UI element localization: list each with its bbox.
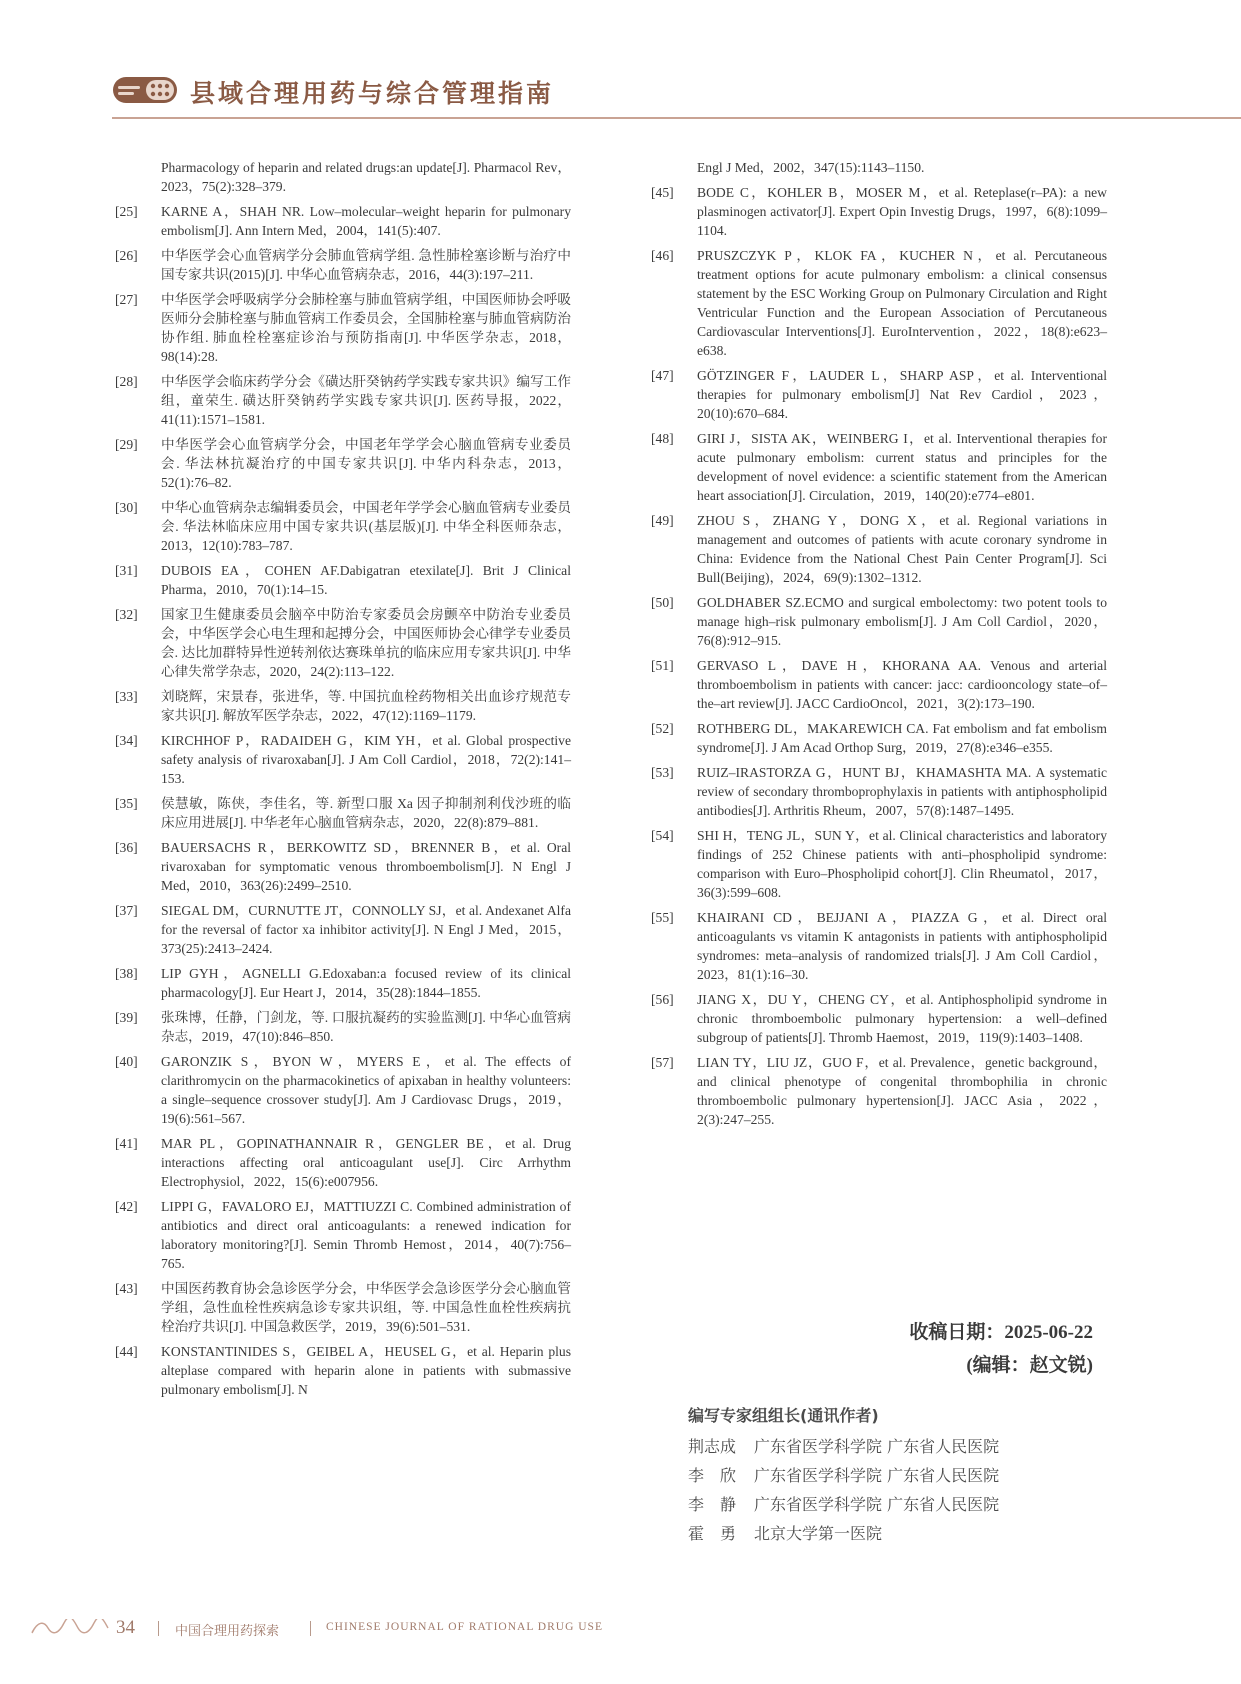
reference-text: RUIZ–IRASTORZA G，HUNT BJ，KHAMASHTA MA. A systematic review of secondary thromboprophylaxis in patients with antiphospholipid antibodies[J]. Arthritis Rheum，2007，57(8):1487–1495. [697, 765, 1107, 818]
expert-group-heading: 编写专家组组长(通讯作者) [688, 1406, 879, 1425]
expert-name: 霍 勇 [688, 1524, 737, 1543]
expert-affiliation: 广东省医学科学院 广东省人民医院 [754, 1466, 1000, 1485]
reference-item [651, 763, 1107, 820]
reference-number: [44] [115, 1344, 138, 1359]
reference-number: [40] [115, 1054, 138, 1069]
reference-text: Pharmacology of heparin and related drugs:an update[J]. Pharmacol Rev，2023，75(2):328–379. [161, 160, 571, 194]
reference-number: [35] [115, 796, 138, 811]
reference-number: [38] [115, 966, 138, 981]
expert-name: 李 静 [688, 1495, 737, 1514]
reference-text: KHAIRANI CD，BEJJANI A，PIAZZA G，et al. Direct oral anticoagulants vs vitamin K antagonists in patients with antiphospholipid syndromes: meta–analysis of randomized trials[J]. J Am Coll Cardiol，2023，81(1):16–30. [697, 910, 1107, 982]
reference-number: [48] [651, 431, 674, 446]
expert-affiliation: 广东省医学科学院 广东省人民医院 [754, 1437, 1000, 1456]
reference-number: [26] [115, 248, 138, 263]
references-left-column [115, 158, 571, 1405]
reference-item [651, 593, 1107, 650]
footer-divider [310, 1621, 311, 1636]
reference-number: [42] [115, 1199, 138, 1214]
reference-text: GARONZIK S，BYON W，MYERS E，et al. The effects of clarithromycin on the pharmacokinetics of apixaban in healthy volunteers: a single–sequence crossover study[J]. Am J Cardiovasc Drugs，2019，19(6):561–567. [161, 1054, 571, 1126]
reference-number: [30] [115, 500, 138, 515]
reference-text: LIP GYH，AGNELLI G.Edoxaban:a focused review of its clinical pharmacology[J]. Eur Heart J，2014，35(28):1844–1855. [161, 966, 571, 1000]
expert-name: 李 欣 [688, 1466, 737, 1485]
reference-number: [36] [115, 840, 138, 855]
reference-item [651, 429, 1107, 505]
reference-number: [56] [651, 992, 674, 1007]
reference-text: ZHOU S，ZHANG Y，DONG X，et al. Regional variations in management and outcomes of patients with acute coronary syndrome in China: Evidence from the National Chest Pain Center Program[J]. Sci Bull(Beijing)，2024，69(9):1302–1312. [697, 513, 1107, 585]
reference-text: KONSTANTINIDES S，GEIBEL A，HEUSEL G，et al. Heparin plus alteplase compared with heparin alone in patients with submassive pulmonary embolism[J]. N [161, 1344, 571, 1397]
header-divider [112, 117, 1241, 119]
reference-number: [53] [651, 765, 674, 780]
expert-affiliation: 广东省医学科学院 广东省人民医院 [754, 1495, 1000, 1514]
reference-text: MAR PL，GOPINATHANNAIR R，GENGLER BE，et al. Drug interactions affecting oral anticoagulant use[J]. Circ Arrhythm Electrophysiol，2022，15(6):e007956. [161, 1136, 571, 1189]
reference-number: [47] [651, 368, 674, 383]
reference-text: KIRCHHOF P，RADAIDEH G，KIM YH，et al. Global prospective safety analysis of rivaroxaban[J]. J Am Coll Cardiol，2018，72(2):141–153. [161, 733, 571, 786]
reference-number: [55] [651, 910, 674, 925]
reference-item [115, 246, 571, 284]
reference-item [115, 372, 571, 429]
reference-number: [51] [651, 658, 674, 673]
wave-ornament-icon [30, 1619, 110, 1637]
expert-member [688, 1434, 999, 1457]
reference-item [115, 1197, 571, 1273]
reference-item [115, 838, 571, 895]
reference-text: LIAN TY，LIU JZ，GUO F，et al. Prevalence，genetic background，and clinical phenotype of congenital thrombophilia in chronic thromboembolic pulmonary hypertension[J]. JACC Asia，2022，2(3):247–255. [697, 1055, 1107, 1127]
reference-text: 中国医药教育协会急诊医学分会，中华医学会急诊医学分会心脑血管学组，急性血栓性疾病急诊专家共识组，等. 中国急性血栓性疾病抗栓治疗共识[J]. 中国急救医学，2019，39(6):501–531. [161, 1281, 571, 1334]
reference-text: 侯慧敏，陈侠，李佳名，等. 新型口服 Xa 因子抑制剂利伐沙班的临床应用进展[J]. 中华老年心脑血管病杂志，2020，22(8):879–881. [161, 796, 571, 830]
reference-item [115, 158, 571, 196]
header-title: 县域合理用药与综合管理指南 [190, 81, 555, 108]
reference-number: [39] [115, 1010, 138, 1025]
reference-item [651, 366, 1107, 423]
reference-number: [49] [651, 513, 674, 528]
reference-text: Engl J Med，2002，347(15):1143–1150. [697, 160, 925, 175]
expert-member [688, 1463, 999, 1486]
reference-number: [25] [115, 204, 138, 219]
reference-text: 国家卫生健康委员会脑卒中防治专家委员会房颤卒中防治专业委员会，中华医学会心电生理和起搏分会，中国医师协会心律学专业委员会. 达比加群特异性逆转剂依达赛珠单抗的临床应用专家共识[J]. 中华心律失常学杂志，2020，24(2):113–122. [161, 607, 571, 679]
reference-text: GÖTZINGER F，LAUDER L，SHARP ASP，et al. Interventional therapies for pulmonary embolism[J] Nat Rev Cardiol，2023，20(10):670–684. [697, 368, 1107, 421]
reference-item [115, 964, 571, 1002]
reference-number: [45] [651, 185, 674, 200]
journal-name-en: CHINESE JOURNAL OF RATIONAL DRUG USE [326, 1621, 603, 1633]
reference-number: [43] [115, 1281, 138, 1296]
page-header [112, 68, 1241, 118]
reference-text: BAUERSACHS R，BERKOWITZ SD，BRENNER B，et al. Oral rivaroxaban for symptomatic venous thromboembolism[J]. N Engl J Med，2010，363(26):2499–2510. [161, 840, 571, 893]
footer-divider [158, 1621, 159, 1636]
reference-text: 中华心血管病杂志编辑委员会，中国老年学学会心脑血管病专业委员会. 华法林临床应用中国专家共识(基层版)[J]. 中华全科医师杂志，2013，12(10):783–787. [161, 500, 571, 553]
reference-item [115, 1008, 571, 1046]
reference-text: DUBOIS EA，COHEN AF.Dabigatran etexilate[J]. Brit J Clinical Pharma，2010，70(1):14–15. [161, 563, 571, 597]
reference-item [115, 290, 571, 366]
journal-logo-icon [112, 74, 178, 106]
expert-affiliation: 北京大学第一医院 [754, 1524, 883, 1543]
reference-item [651, 1053, 1107, 1129]
reference-item [115, 687, 571, 725]
reference-item [115, 1052, 571, 1128]
expert-member [688, 1492, 999, 1515]
reference-item [115, 202, 571, 240]
reference-item [115, 1279, 571, 1336]
reference-text: PRUSZCZYK P，KLOK FA，KUCHER N，et al. Percutaneous treatment options for acute pulmonary embolism: a clinical consensus statement by the ESC Working Group on Pulmonary Circulation and Right Ventricular Function and the European Association of Percutaneous Cardiovascular Interventions[J]. EuroIntervention，2022，18(8):e623–e638. [697, 248, 1107, 358]
reference-item [115, 435, 571, 492]
reference-number: [31] [115, 563, 138, 578]
reference-text: 张珠博，任静，门剑龙，等. 口服抗凝药的实验监测[J]. 中华心血管病杂志，2019，47(10):846–850. [161, 1010, 571, 1044]
reference-text: GOLDHABER SZ.ECMO and surgical embolectomy: two potent tools to manage high–risk pulmonary embolism[J]. J Am Coll Cardiol，2020，76(8):912–915. [697, 595, 1107, 648]
reference-item [651, 511, 1107, 587]
reference-item [651, 183, 1107, 240]
reference-text: 中华医学会呼吸病学分会肺栓塞与肺血管病学组，中国医师协会呼吸医师分会肺栓塞与肺血管病工作委员会，全国肺栓塞与肺血管病防治协作组. 肺血栓栓塞症诊治与预防指南[J]. 中华医学杂志，2018，98(14):28. [161, 292, 571, 364]
reference-number: [27] [115, 292, 138, 307]
reference-number: [52] [651, 721, 674, 736]
reference-number: [34] [115, 733, 138, 748]
reference-text: 中华医学会心血管病学分会，中国老年学学会心脑血管病专业委员会. 华法林抗凝治疗的中国专家共识[J]. 中华内科杂志，2013，52(1):76–82. [161, 437, 571, 490]
reference-item [115, 901, 571, 958]
reference-item [115, 1342, 571, 1399]
page-footer [30, 1617, 730, 1641]
reference-number: [32] [115, 607, 138, 622]
expert-member [688, 1521, 882, 1544]
reference-item [115, 794, 571, 832]
reference-number: [29] [115, 437, 138, 452]
reference-number: [33] [115, 689, 138, 704]
reference-item [651, 908, 1107, 984]
reference-item [651, 990, 1107, 1047]
reference-text: ROTHBERG DL，MAKAREWICH CA. Fat embolism and fat embolism syndrome[J]. J Am Acad Orthop Surg，2019，27(8):e346–e355. [697, 721, 1107, 755]
page-number: 34 [116, 1617, 135, 1638]
reference-item [115, 561, 571, 599]
reference-text: GIRI J，SISTA AK，WEINBERG I，et al. Interventional therapies for acute pulmonary embolism: current status and principles for the development of novel evidence: a scientific statement from the American heart association[J]. Circulation，2019，140(20):e774–e801. [697, 431, 1107, 503]
reference-item [115, 605, 571, 681]
reference-number: [46] [651, 248, 674, 263]
reference-item [651, 656, 1107, 713]
reference-number: [54] [651, 828, 674, 843]
reference-number: [28] [115, 374, 138, 389]
reference-item [115, 731, 571, 788]
reference-text: JIANG X，DU Y，CHENG CY，et al. Antiphospholipid syndrome in chronic thromboembolic pulmonary hypertension: a well–defined subgroup of patients[J]. Thromb Haemost，2019，119(9):1403–1408. [697, 992, 1107, 1045]
reference-text: 中华医学会临床药学分会《磺达肝癸钠药学实践专家共识》编写工作组，童荣生. 磺达肝癸钠药学实践专家共识[J]. 医药导报，2022，41(11):1571–1581. [161, 374, 571, 427]
reference-number: [41] [115, 1136, 138, 1151]
reference-text: KARNE A，SHAH NR. Low–molecular–weight heparin for pulmonary embolism[J]. Ann Intern Med，2004，141(5):407. [161, 204, 571, 238]
received-date: 收稿日期：2025-06-22 [909, 1322, 1093, 1343]
reference-item [651, 826, 1107, 902]
reference-item [651, 719, 1107, 757]
expert-name: 荆志成 [688, 1437, 737, 1456]
reference-number: [50] [651, 595, 674, 610]
editor-credit: (编辑：赵文锐) [966, 1355, 1093, 1376]
reference-item [651, 158, 1107, 177]
reference-text: LIPPI G，FAVALORO EJ，MATTIUZZI C. Combined administration of antibiotics and direct oral anticoagulants: a renewed indication for laboratory monitoring?[J]. Semin Thromb Hemost，2014，40(7):756–765. [161, 1199, 571, 1271]
reference-text: SIEGAL DM，CURNUTTE JT，CONNOLLY SJ，et al. Andexanet Alfa for the reversal of factor xa inhibitor activity[J]. N Engl J Med，2015，373(25):2413–2424. [161, 903, 571, 956]
reference-item [115, 498, 571, 555]
journal-name-cn: 中国合理用药探索 [175, 1623, 280, 1638]
reference-text: BODE C，KOHLER B，MOSER M，et al. Reteplase(r–PA): a new plasminogen activator[J]. Expert Opin Investig Drugs，1997，6(8):1099–1104. [697, 185, 1107, 238]
references-right-column [651, 158, 1107, 1135]
reference-item [115, 1134, 571, 1191]
reference-text: 中华医学会心血管病学分会肺血管病学组. 急性肺栓塞诊断与治疗中国专家共识(2015)[J]. 中华心血管病杂志，2016，44(3):197–211. [161, 248, 571, 282]
reference-number: [57] [651, 1055, 674, 1070]
reference-text: GERVASO L，DAVE H，KHORANA AA. Venous and arterial thromboembolism in patients with cancer: jacc: cardiooncology state–of–the–art review[J]. JACC CardioOncol，2021，3(2):173–190. [697, 658, 1107, 711]
reference-item [651, 246, 1107, 360]
reference-text: 刘晓辉，宋景春，张进华，等. 中国抗血栓药物相关出血诊疗规范专家共识[J]. 解放军医学杂志，2022，47(12):1169–1179. [161, 689, 571, 723]
reference-text: SHI H，TENG JL，SUN Y，et al. Clinical characteristics and laboratory findings of 252 Chinese patients with anti–phospholipid syndrome: comparison with Euro–Phospholipid cohort[J]. Clin Rheumatol，2017，36(3):599–608. [697, 828, 1107, 900]
reference-number: [37] [115, 903, 138, 918]
